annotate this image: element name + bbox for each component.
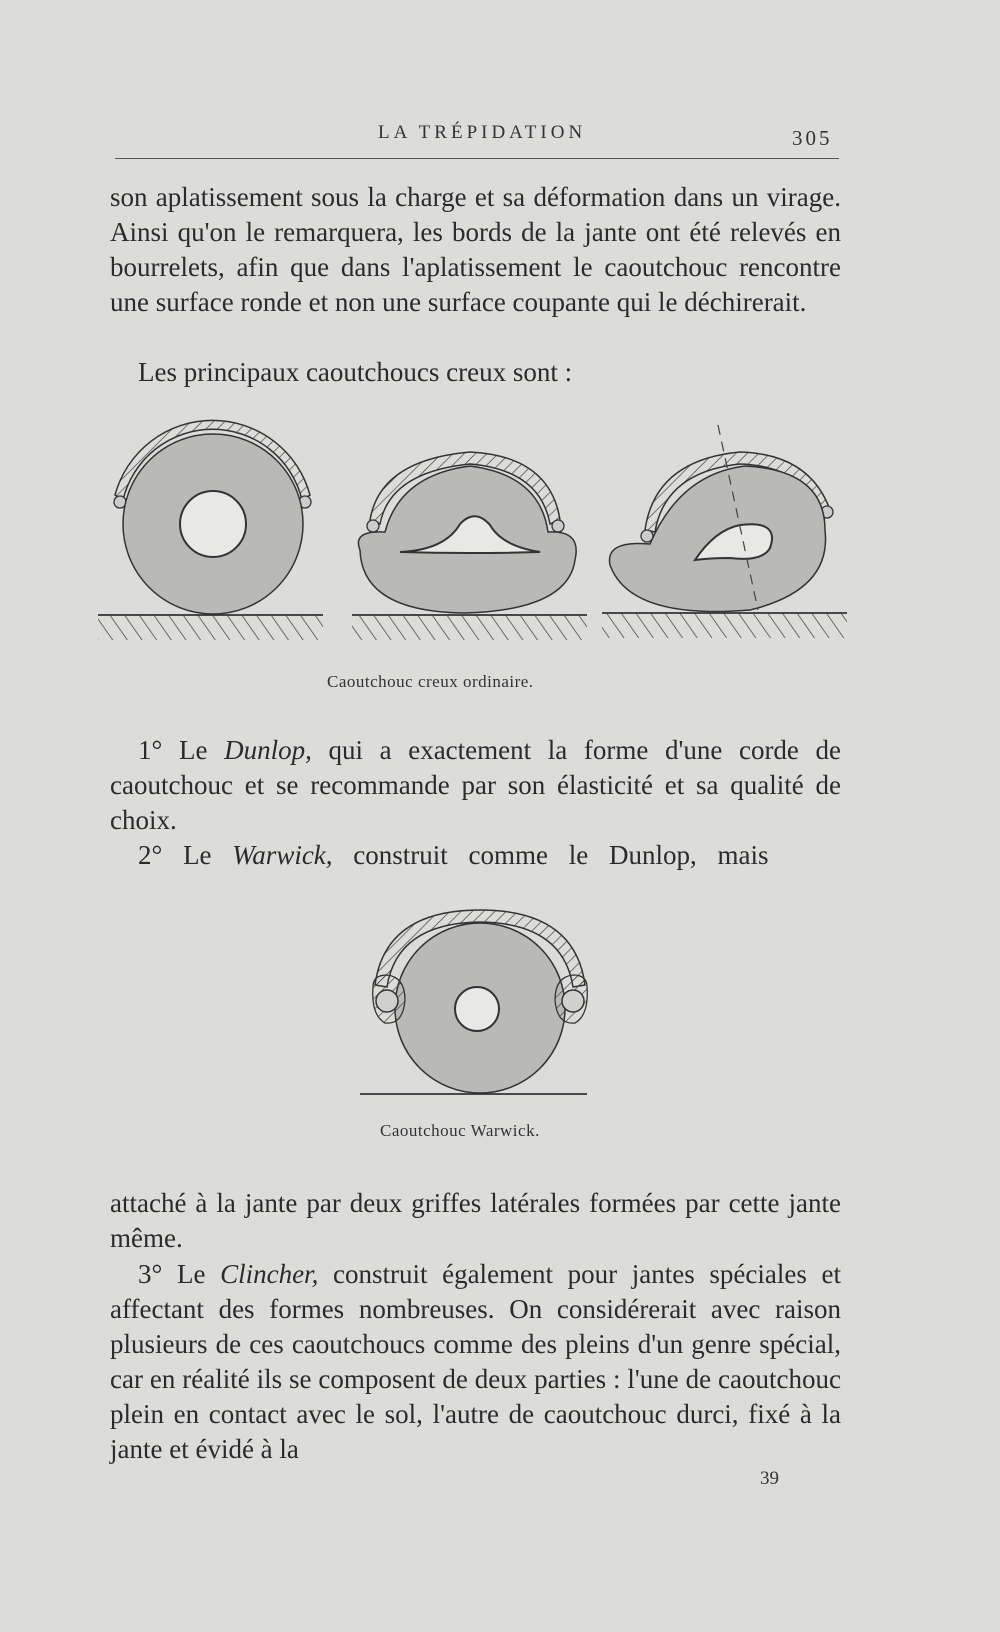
item-number-2: 2°	[138, 840, 163, 870]
warwick-description: construit comme le Dunlop, mais	[353, 840, 769, 870]
item-number-1: 1°	[138, 735, 163, 765]
article-le-2: Le	[183, 840, 212, 870]
paragraph-dunlop	[110, 733, 841, 838]
page-number: 305	[792, 126, 833, 150]
paragraph-intro: son aplatissement sous la charge et sa déformation dans un virage. Ainsi qu'on le remarquera, les bords de la jante ont été relevés en bourrelets, afin que dans l'aplatissement le caoutchouc rencontre une surface ronde et non une surface coupante qui le déchirerait.	[110, 182, 841, 317]
paragraph-warwick-continued: attaché à la jante par deux griffes latérales formées par cette jante même.	[110, 1188, 841, 1253]
header-rule	[115, 158, 839, 159]
tyre-name-dunlop: Dunlop,	[224, 735, 312, 765]
figure2-caption: Caoutchouc Warwick.	[380, 1121, 540, 1140]
figure1-caption: Caoutchouc creux ordinaire.	[327, 672, 534, 691]
tyre-round-section	[98, 420, 323, 640]
tyre-name-warwick: Warwick,	[232, 840, 333, 870]
clincher-description: construit également pour jantes spéciales et affectant des formes nombreuses. On considérerait avec raison plusieurs de ces caoutchoucs comme des pleins d'un genre spécial, car en réalité ils se composent de deux parties : l'une de caoutchouc plein en contact avec le sol, l'autre de caoutchouc durci, fixé à la jante et évidé à la	[110, 1259, 841, 1464]
figure-warwick	[365, 905, 595, 1105]
tyre-flattened-section	[352, 452, 587, 640]
tyre-name-clincher: Clincher,	[220, 1259, 319, 1289]
tyre-cornering-section	[602, 425, 847, 638]
paragraph-clincher	[110, 1257, 841, 1467]
article-le-1: Le	[178, 735, 208, 765]
running-title: LA TRÉPIDATION	[378, 122, 587, 143]
item-number-3: 3°	[138, 1259, 163, 1289]
paragraph-warwick	[110, 838, 841, 873]
signature-mark: 39	[760, 1468, 779, 1489]
dunlop-description: qui a exactement la forme d'une corde de caoutchouc et se recommande par son élasticité et sa qualité de choix.	[110, 735, 842, 835]
paragraph-list-intro: Les principaux caoutchoucs creux sont :	[138, 357, 573, 387]
article-le-3: Le	[176, 1259, 206, 1289]
figure-creux-ordinaire	[90, 420, 860, 670]
